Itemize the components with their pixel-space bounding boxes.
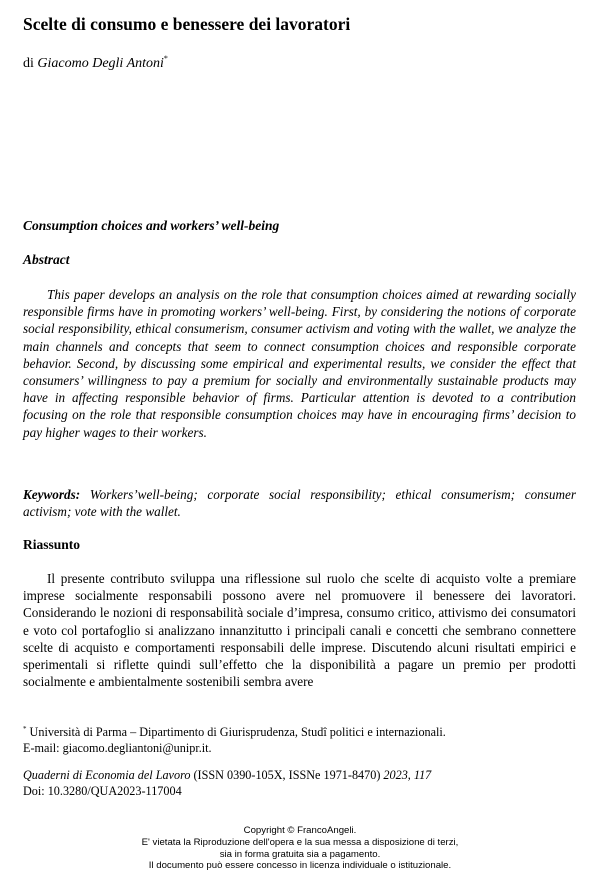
copyright-line-1: Copyright © FrancoAngeli. [243,825,357,836]
journal-name: Quaderni di Economia del Lavoro [23,768,191,782]
article-title: Scelte di consumo e benessere dei lavoratori [23,14,351,34]
author-line [23,54,168,72]
author-prefix: di [23,56,34,71]
journal-citation [23,768,576,784]
journal-info [23,768,576,799]
copyright-line-4: Il documento può essere concesso in licenza individuale o istituzionale. [148,860,452,872]
journal-doi: Doi: 10.3280/QUA2023-117004 [23,783,182,798]
journal-issn: (ISSN 0390-105X, ISSNe 1971-8470) [193,768,381,782]
abstract-heading: Abstract [23,252,70,267]
author-footnote [23,721,576,756]
footnote-email: E-mail: giacomo.degliantoni@unipr.it. [23,741,212,755]
author-footnote-mark: * [163,54,168,63]
copyright-line-2: E' vietata la Riproduzione dell'opera e la sua messa a disposizione di terzi, [141,836,459,848]
riassunto-text: Il presente contributo sviluppa una riflessione sul ruolo che scelte di acquisto volte a premiare imprese socialmente responsabili possono avere nel promuovere il benessere dei lavoratori. Considerando le nozioni di responsabilità sociale d’impresa, consumo critico, attivismo dei consumatori e voto col portafoglio si analizzano innanzitutto i principali canali e concetti che sembrano connettere scelte di acquisto e comportamenti responsabili delle imprese. Discutendo alcuni risultati empirici e sperimentali si riflette quindi sull’effetto che la disponibilità a pagare un premio per prodotti socialmente e ambientalmente sostenibili sembra avere [23,571,576,690]
footnote-affiliation: Università di Parma – Dipartimento di Giurisprudenza, Studî politici e internazionali. [29,725,446,739]
journal-issue: 2023, 117 [383,768,432,782]
keywords-label: Keywords: [23,487,81,502]
footnote-affiliation-line [23,721,576,740]
copyright-line-3: sia in forma gratuita sia a pagamento. [219,848,381,860]
footnote-mark: * [23,725,27,733]
copyright-notice [0,825,600,872]
author-name: Giacomo Degli Antoni [37,56,164,71]
riassunto-heading: Riassunto [23,537,81,552]
keywords-text: Workers’well-being; corporate social responsibility; ethical consumerism; consumer activism; vote with the wallet. [23,487,576,520]
english-title: Consumption choices and workers’ well-being [23,218,280,233]
abstract-text: This paper develops an analysis on the role that consumption choices aimed at rewarding socially responsible firms have in promoting workers’ well-being. First, by considering the notions of corporate social responsibility, ethical consumerism, consumer activism and voting with the wallet, we analyze the main channels and concepts that seem to connect consumption choices and responsible corporate behavior. Second, by discussing some empirical and experimental results, we consider the effect that consumers’ willingness to pay a premium for socially and environmentally sustainable products may have in affecting responsible behavior of firms. Particular attention is devoted to a contribution focusing on the role that responsible consumption choices may have in encouraging firms’ decision to pay higher wages to their workers. [23,287,576,440]
keywords [23,486,576,520]
